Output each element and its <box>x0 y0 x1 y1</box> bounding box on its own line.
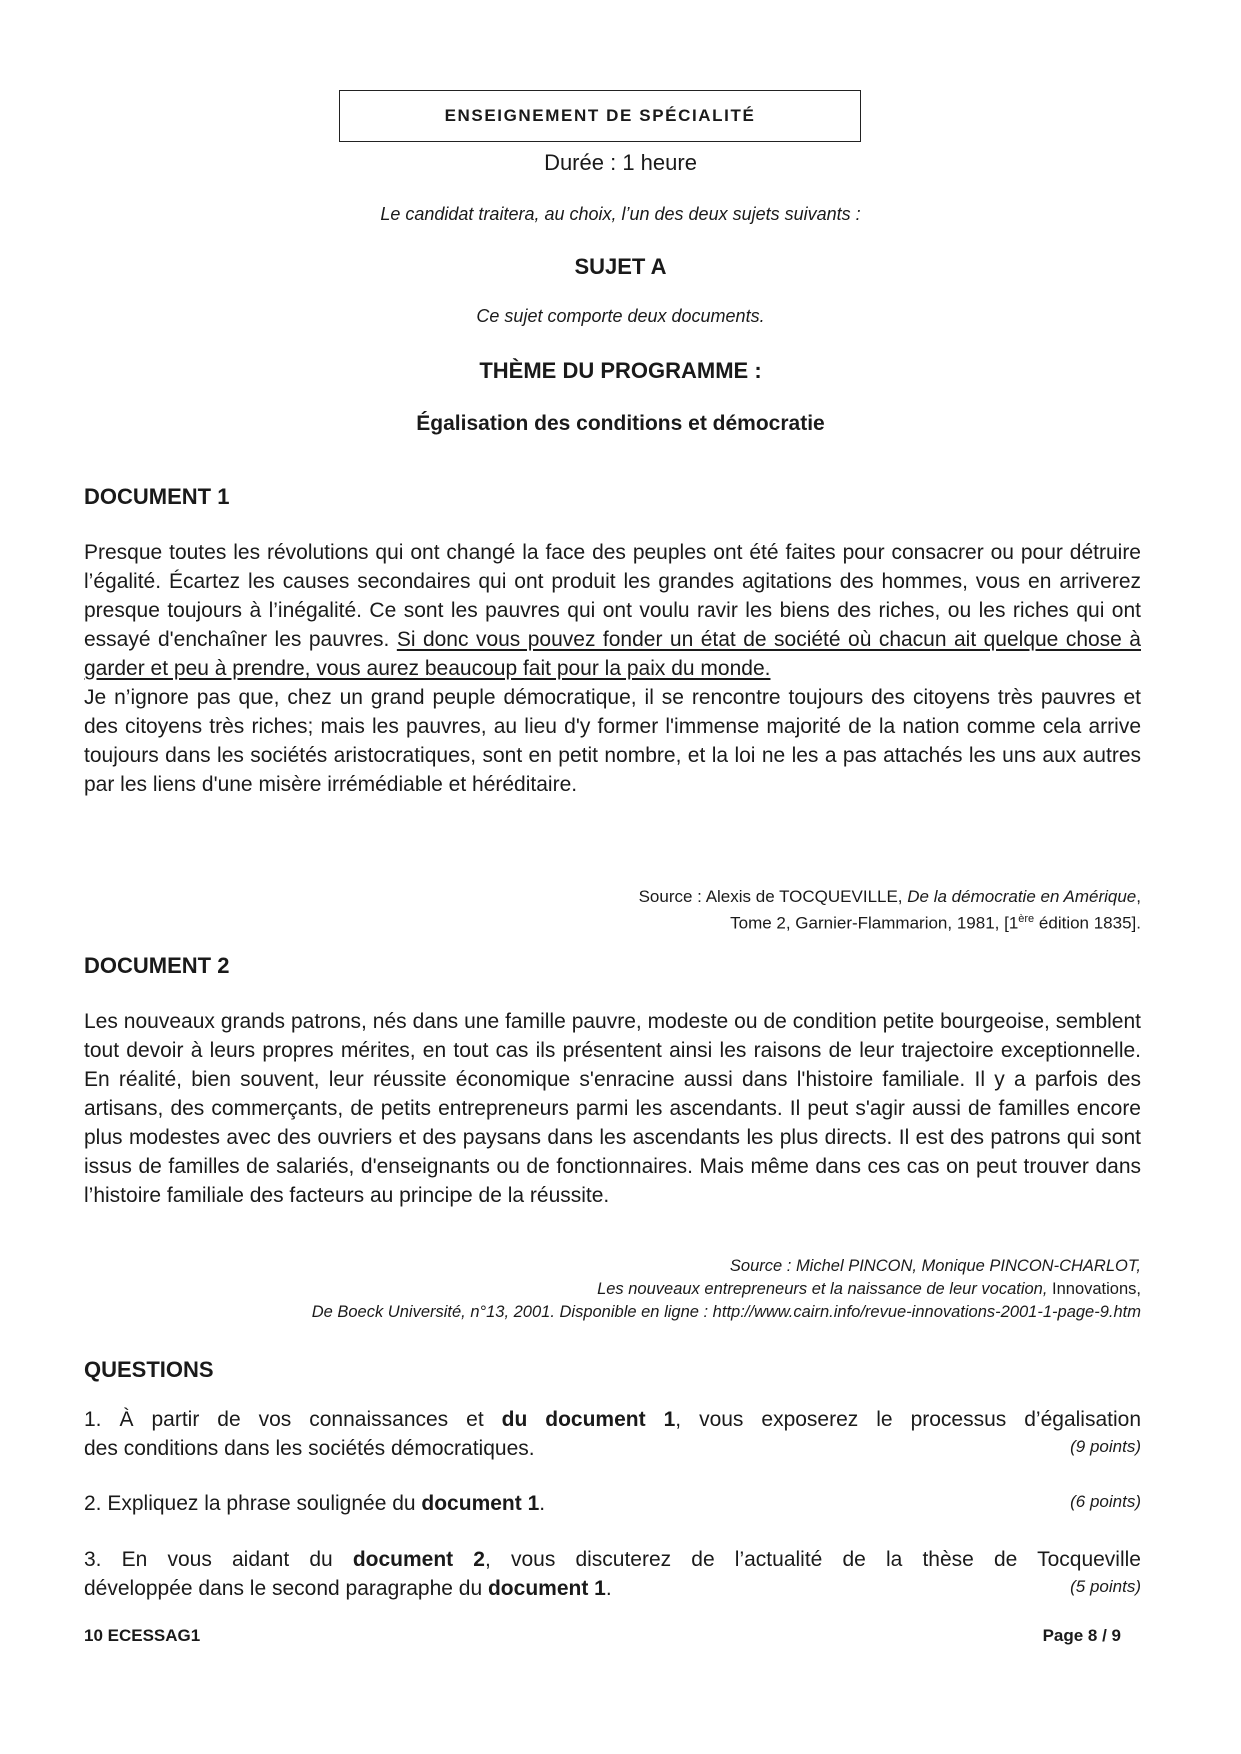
question-1-points: (9 points) <box>1070 1437 1141 1456</box>
question-3-line2-end: . <box>605 1577 612 1600</box>
question-1-line2: des conditions dans les sociétés démocratiques. <box>84 1437 535 1460</box>
document1-text <box>84 538 1141 799</box>
question-2 <box>84 1489 1141 1518</box>
question-1-text-start: 1. À partir de vos connaissances et <box>84 1408 502 1431</box>
document2-text <box>84 1007 1141 1210</box>
question-1 <box>84 1405 1141 1463</box>
document1-source <box>639 886 1141 935</box>
document1-paragraph2: Je n’ignore pas que, chez un grand peuple démocratique, il se rencontre toujours des citoyens très pauvres et des citoyens très riches; mais les pauvres, au lieu d'y former l'immense majorité de la nation comme cela arrive toujours dans les sociétés aristocratiques, sont en petit nombre, et la loi ne les a pas attachés les uns aux autres par les liens d'une misère irrémédiable et héréditaire. <box>84 686 1141 796</box>
question-3-points: (5 points) <box>1070 1577 1141 1596</box>
instruction: Le candidat traitera, au choix, l’un des deux sujets suivants : <box>380 204 861 224</box>
question-3-text-start: 3. En vous aidant du <box>84 1548 353 1571</box>
question-1-text-end: , vous exposerez le processus d’égalisation <box>675 1408 1142 1431</box>
documents-note: Ce sujet comporte deux documents. <box>476 306 765 326</box>
specialty-header-box <box>339 90 861 142</box>
question-3 <box>84 1545 1141 1603</box>
document1-paragraph1: Presque toutes les révolutions qui ont changé la face des peuples ont été faites pour consacrer ou pour détruire l’égalité. Écartez les causes secondaires qui ont produit les grandes agitations des hommes, vous en arriverez presque toujours à l’inégalité. Ce sont les pauvres qui ont voulu ravir les biens des riches, ou les riches qui ont essayé d'enchaîner les pauvres. <box>84 541 1141 651</box>
question-3-line2-bold: document 1 <box>487 1577 606 1600</box>
document2-heading: DOCUMENT 2 <box>84 953 230 978</box>
theme-title: Égalisation des conditions et démocratie <box>416 412 825 435</box>
question-2-bold: document 1 <box>421 1492 540 1515</box>
document1-source-publisher: Tome 2, Garnier-Flammarion, 1981, [1 <box>730 913 1019 933</box>
question-2-points: (6 points) <box>1070 1492 1141 1511</box>
document2-paragraph: Les nouveaux grands patrons, nés dans une famille pauvre, modeste ou de condition petite bourgeoise, semblent tout devoir à leurs propres mérites, en tout cas ils présentent ainsi les raisons de leur trajectoire exceptionnelle. En réalité, bien souvent, leur réussite économique s'enracine aussi dans l'histoire familiale. Il y a parfois des artisans, des commerçants, de petits entrepreneurs parmi les ascendants. Il peut s'agir aussi de familles encore plus modestes avec des ouvriers et des paysans dans les ascendants les plus directs. Il est des patrons qui sont issus de familles de salariés, d'enseignants ou de fonctionnaires. Mais même dans ces cas on peut trouver dans l’histoire familiale des facteurs au principe de la réussite. <box>84 1010 1141 1207</box>
subject-title: SUJET A <box>574 254 667 279</box>
document1-underlined-sentence: Si donc vous pouvez fonder un état de société où chacun ait quelque chose à garder et peu à prendre, vous aurez beaucoup fait pour la paix du monde. <box>84 628 1141 680</box>
document1-source-edition: édition 1835]. <box>1034 913 1141 933</box>
document1-heading: DOCUMENT 1 <box>84 484 230 509</box>
exam-code: 10 ECESSAG1 <box>84 1626 201 1645</box>
document1-source-author: Source : Alexis de TOCQUEVILLE, <box>638 887 908 906</box>
question-1-bold: du document 1 <box>501 1408 676 1431</box>
question-3-text-end: , vous discuterez de l’actualité de la thèse de Tocqueville <box>484 1548 1141 1571</box>
document2-source-title: Les nouveaux entrepreneurs et la naissance de leur vocation, <box>597 1280 1048 1298</box>
questions-heading: QUESTIONS <box>84 1357 214 1382</box>
page-number: Page 8 / 9 <box>1042 1626 1121 1645</box>
document1-source-title: De la démocratie en Amérique <box>907 887 1137 906</box>
duration: Durée : 1 heure <box>544 150 697 175</box>
question-3-bold: document 2 <box>352 1548 485 1571</box>
question-2-text-end: . <box>539 1492 546 1515</box>
document2-source-journal: Innovations, <box>1047 1280 1141 1298</box>
specialty-title: ENSEIGNEMENT DE SPÉCIALITÉ <box>444 106 756 125</box>
document2-source-authors: Source : Michel PINCON, Monique PINCON-CHARLOT, <box>729 1257 1141 1275</box>
document1-source-punct: , <box>1136 887 1141 906</box>
document2-source-link: De Boeck Université, n°13, 2001. Disponible en ligne : http://www.cairn.info/revue-innovations-2001-1-page-9.htm <box>311 1303 1141 1321</box>
document2-source <box>312 1255 1141 1324</box>
question-2-text-start: 2. Expliquez la phrase soulignée du <box>84 1492 422 1515</box>
theme-label: THÈME DU PROGRAMME : <box>479 358 762 383</box>
document1-source-sup: ère <box>1018 913 1035 925</box>
question-3-line2-start: développée dans le second paragraphe du <box>84 1577 488 1600</box>
